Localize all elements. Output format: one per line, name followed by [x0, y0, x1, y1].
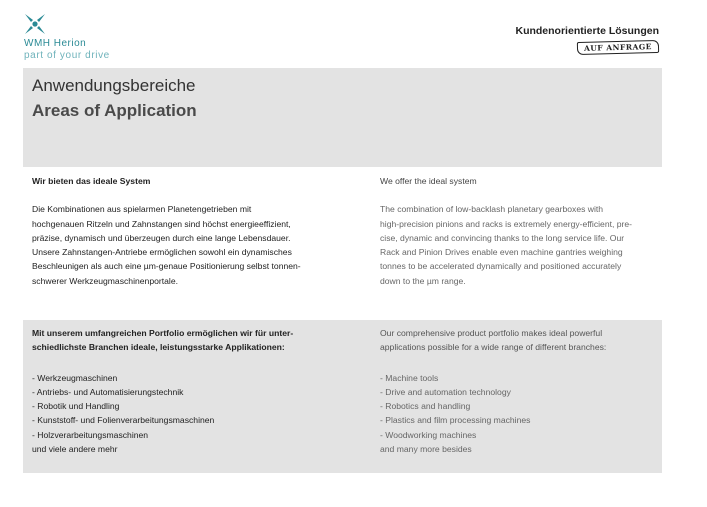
section2-en-outro: and many more besides: [380, 444, 472, 455]
brand-tagline: part of your drive: [24, 50, 110, 61]
text-line: hochgenauen Ritzeln und Zahnstangen sind höchst energieeffizient,: [32, 218, 291, 229]
section2-de: [32, 326, 362, 456]
list-item: - Robotik und Handling: [32, 401, 120, 412]
text-line: applications possible for a wide range of different branches:: [380, 342, 607, 353]
page-title-de: Anwendungsbereiche: [32, 76, 196, 95]
section2-en: [380, 326, 670, 456]
list-item: - Holzverarbeitungsmaschinen: [32, 429, 149, 440]
text-line: präzise, dynamisch und überzeugen durch eine lange Lebensdauer.: [32, 232, 291, 243]
brand-name: WMH Herion: [24, 38, 87, 49]
section2-en-intro: [380, 326, 670, 355]
list-item: - Woodworking machines: [380, 429, 477, 440]
list-item: - Kunststoff- und Folienverarbeitungsmaschinen: [32, 415, 215, 426]
title-banner: [23, 68, 662, 167]
header-right: [515, 25, 659, 55]
list-item: - Antriebs- und Automatisierungstechnik: [32, 386, 184, 397]
section1-de-heading: Wir bieten das ideale System: [32, 176, 151, 186]
brand-block: [24, 38, 110, 62]
section1-de-body: [32, 202, 362, 288]
text-line: schwerer Werkzeugmaschinenportale.: [32, 275, 179, 286]
text-line: Beschleunigen als auch eine µm-genaue Positionierung selbst tonnen-: [32, 261, 301, 272]
text-line: down to the µm range.: [380, 275, 466, 286]
text-line: tonnes to be accelerated dynamically and positioned accurately: [380, 261, 622, 272]
text-line: The combination of low-backlash planetary gearboxes with: [380, 204, 604, 215]
section2-de-outro: und viele andere mehr: [32, 444, 118, 455]
list-item: - Werkzeugmaschinen: [32, 372, 118, 383]
section1-en-heading: We offer the ideal system: [380, 176, 477, 186]
text-line: Die Kombinationen aus spielarmen Planetengetrieben mit: [32, 204, 252, 215]
text-line: schiedlichste Branchen ideale, leistungsstarke Applikationen:: [32, 342, 285, 353]
header-right-title: Kundenorientierte Lösungen: [515, 25, 659, 37]
text-line: high-precision pinions and racks is extremely energy-efficient, pre-: [380, 218, 633, 229]
wmh-herion-logo-icon: [24, 13, 144, 35]
text-line: cise, dynamic and convincing thanks to the long service life. Our: [380, 232, 625, 243]
section1-de: [32, 174, 362, 288]
section1-en-body: [380, 202, 670, 288]
text-line: Our comprehensive product portfolio makes ideal powerful: [380, 328, 603, 338]
branch-list-en: [380, 371, 670, 442]
list-item: - Drive and automation technology: [380, 386, 511, 397]
branch-list-de: [32, 371, 362, 442]
list-item: - Plastics and film processing machines: [380, 415, 531, 426]
page-title-en: Areas of Application: [32, 101, 197, 120]
section1-en: [380, 174, 670, 288]
list-item: - Robotics and handling: [380, 401, 471, 412]
text-line: Rack and Pinion Drives enable even machine gantries weighing: [380, 247, 623, 258]
on-request-stamp: AUF ANFRAGE: [577, 40, 659, 55]
section2-de-intro: [32, 326, 362, 355]
text-line: Mit unserem umfangreichen Portfolio ermöglichen wir für unter-: [32, 328, 294, 338]
list-item: - Machine tools: [380, 372, 439, 383]
text-line: Unsere Zahnstangen-Antriebe ermöglichen sowohl ein dynamisches: [32, 247, 292, 258]
